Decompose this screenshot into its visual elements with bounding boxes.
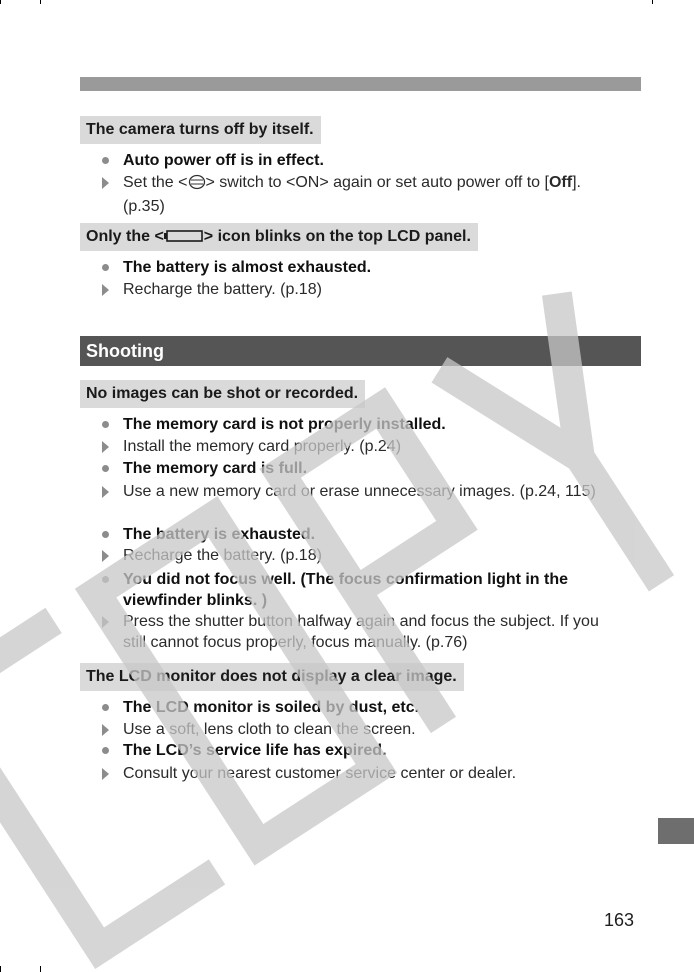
solution-arrow [102,616,109,628]
crop-mark [652,0,653,4]
solution-arrow [102,768,109,780]
cause-text: The LCD monitor is soiled by dust, etc. [123,699,420,716]
subheading-camera-off: The camera turns off by itself. [80,116,321,144]
cause-text: You did not focus well. (The focus confirmation light in the viewfinder blinks. ) [123,571,569,609]
cause-text: The battery is exhausted. [123,526,316,543]
cause-bullet [102,747,109,754]
solution-arrow [102,550,109,562]
solution-text: Consult your nearest customer service center or dealer. [123,765,517,782]
solution-text: Install the memory card properly. (p.24) [123,438,402,455]
cause-text: The battery is almost exhausted. [123,259,372,276]
crop-mark [40,966,41,972]
solution-text: Recharge the battery. (p.18) [123,547,322,564]
solution-arrow [102,284,109,296]
cause-text: The memory card is not properly installed. [123,416,446,433]
solution-text: Use a soft, lens cloth to clean the screen. [123,721,416,738]
solution-text: Press the shutter button halfway again and focus the subject. If you still cannot focus properly, focus manually. (p.76) [123,613,599,651]
solution-text: Recharge the battery. (p.18) [123,281,322,298]
crop-mark [0,0,1,4]
subheading-lcd: The LCD monitor does not display a clear image. [80,663,464,691]
subheading-no-images: No images can be shot or recorded. [80,380,365,408]
solution-text: Set the < > switch to <ON> again or set auto power off to [Off]. (p.35) [123,174,581,215]
power-switch-icon [188,174,206,196]
solution-arrow [102,441,109,453]
solution-arrow [102,486,109,498]
page-number: 163 [604,910,635,930]
section-title-shooting: Shooting [80,336,641,366]
header-bar [80,77,641,91]
cause-bullet [102,264,109,271]
solution-arrow [102,177,109,189]
battery-icon [164,226,204,254]
cause-bullet [102,531,109,538]
cause-bullet [102,157,109,164]
subheading-battery-icon: Only the < > icon blinks on the top LCD panel. [80,223,478,251]
crop-mark [0,966,1,972]
cause-text: Auto power off is in effect. [123,152,324,169]
cause-text: The LCD’s service life has expired. [123,742,387,759]
solution-arrow [102,724,109,736]
cause-text: The memory card is full. [123,460,308,477]
cause-bullet [102,704,109,711]
side-tab [658,818,694,844]
cause-bullet [102,576,109,583]
crop-mark [40,0,41,4]
cause-bullet [102,421,109,428]
solution-text: Use a new memory card or erase unnecessary images. (p.24, 115) [123,483,596,500]
cause-bullet [102,465,109,472]
